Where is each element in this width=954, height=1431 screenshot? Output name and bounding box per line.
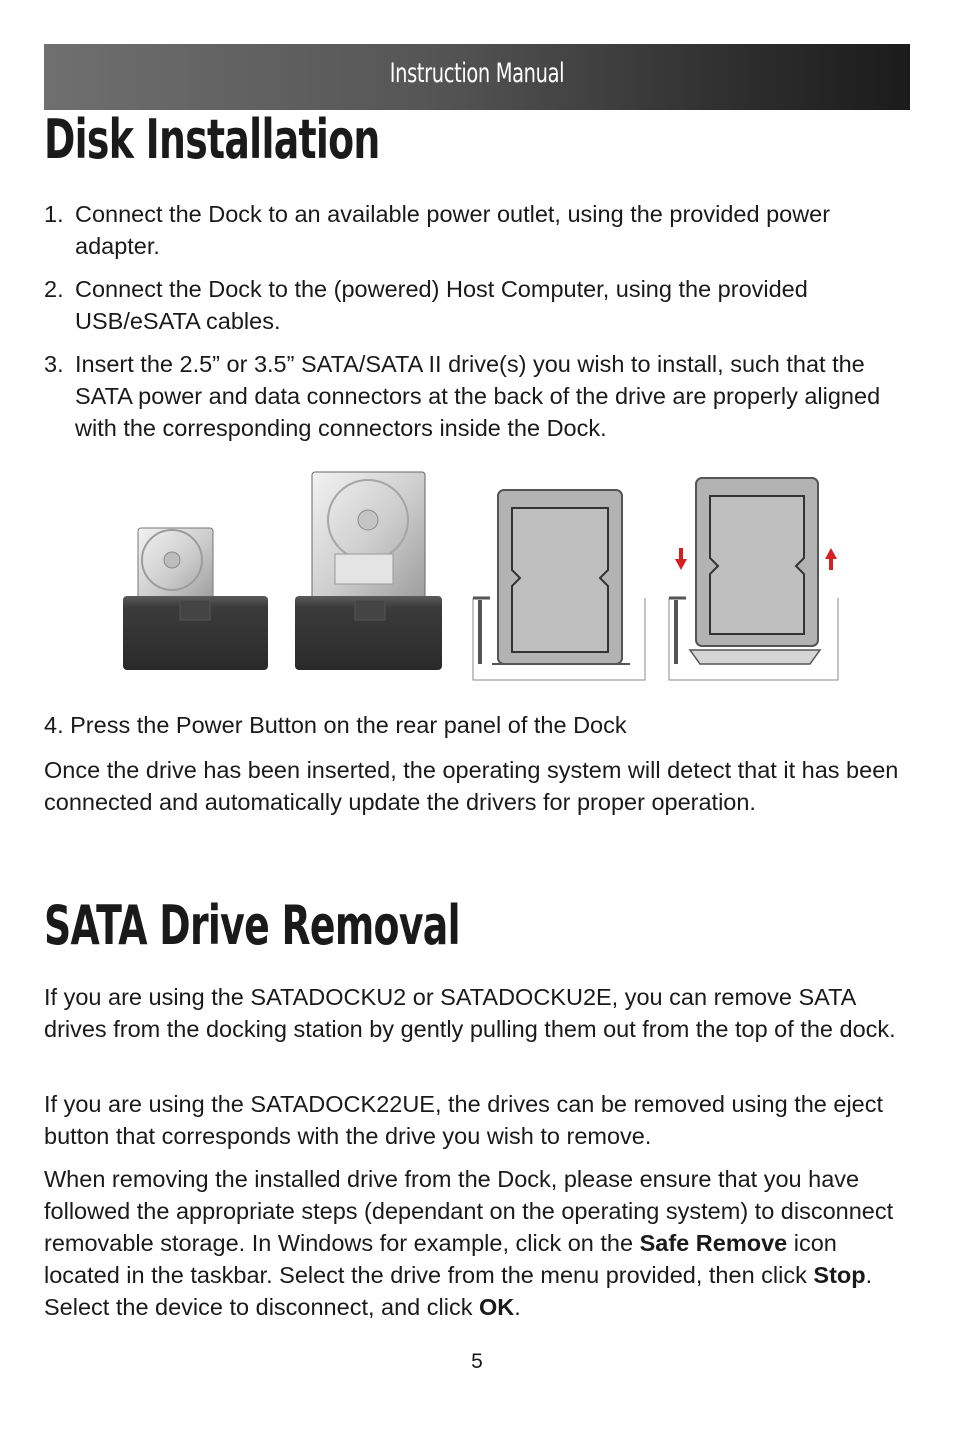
section-heading-sata-drive-removal: SATA Drive Removal (44, 894, 460, 957)
arrow-down-icon (675, 548, 687, 570)
dock-large-drive-photo (295, 472, 442, 670)
para3-text-1: When removing the installed drive from the Dock, please ensure that you have followed the appropriate steps (dependant on the operating system) to disconnect removable storage. In Windows for example, click on the (44, 1166, 894, 1256)
step-4-text: 4. Press the Power Button on the rear panel of the Dock (44, 712, 627, 738)
drive-removal-diagram (669, 478, 838, 680)
safe-remove-label: Safe Remove (639, 1230, 788, 1256)
para3-text-2: icon located in the taskbar. Select the drive from the menu provided, then click (44, 1230, 837, 1288)
removal-paragraph-1: If you are using the SATADOCKU2 or SATADOCKU2E, you can remove SATA drives from the docking station by gently pulling them out from the top of the dock. (44, 984, 896, 1042)
step-text: Insert the 2.5” or 3.5” SATA/SATA II drive(s) you wish to install, such that the SATA power and data connectors at the back of the drive are properly aligned with the corresponding connectors inside the Dock. (75, 351, 881, 441)
arrow-up-icon (825, 548, 837, 570)
header-title: Instruction Manual (389, 58, 565, 89)
step-number: 1. (44, 201, 64, 227)
para3-text-4: . (514, 1294, 521, 1320)
page-number: 5 (471, 1350, 483, 1373)
dock-small-drive-photo (123, 528, 268, 670)
installation-note: Once the drive has been inserted, the operating system will detect that it has been connected and automatically update the drivers for proper operation. (44, 757, 899, 815)
para3-text-3: . Select the device to disconnect, and click (44, 1262, 873, 1320)
drive-seated-diagram (473, 490, 645, 680)
step-item (44, 198, 914, 262)
installation-steps (44, 198, 914, 455)
step-item (44, 273, 914, 337)
step-item (44, 348, 914, 444)
stop-label: Stop (813, 1262, 866, 1288)
ok-label: OK (479, 1294, 515, 1320)
header-bar (44, 44, 910, 110)
removal-paragraph-3 (44, 1163, 909, 1323)
removal-paragraph-2: If you are using the SATADOCK22UE, the drives can be removed using the eject button that corresponds with the drive you wish to remove. (44, 1091, 884, 1149)
installation-figure (120, 468, 842, 684)
section-heading-disk-installation: Disk Installation (44, 108, 380, 171)
step-text: Connect the Dock to the (powered) Host Computer, using the provided USB/eSATA cables. (75, 276, 808, 334)
step-number: 3. (44, 351, 64, 377)
step-number: 2. (44, 276, 64, 302)
step-text: Connect the Dock to an available power outlet, using the provided power adapter. (75, 201, 831, 259)
